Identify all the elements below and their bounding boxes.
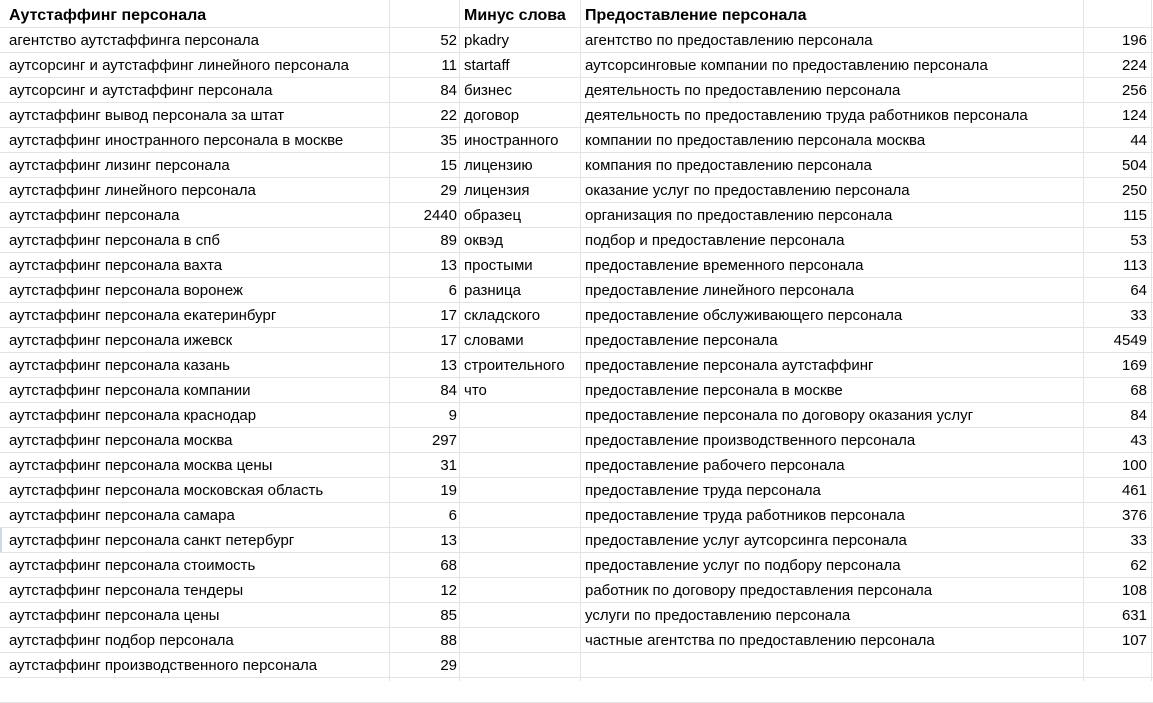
keyword-cell[interactable]: предоставление линейного персонала xyxy=(585,282,854,299)
minus-word-cell[interactable] xyxy=(464,603,580,628)
count-cell[interactable]: 17 xyxy=(440,307,457,324)
keyword-cell[interactable]: аутстаффинг персонала xyxy=(9,207,180,224)
minus-word-cell[interactable] xyxy=(464,628,580,653)
keyword-cell[interactable]: агентство по предоставлению персонала xyxy=(585,32,873,49)
count-cell[interactable]: 6 xyxy=(448,507,457,524)
keyword-cell[interactable]: аутсорсинг и аутстаффинг персонала xyxy=(9,82,273,99)
keyword-cell[interactable]: аутсорсинг и аутстаффинг линейного персонала xyxy=(9,57,349,74)
keyword-cell[interactable]: предоставление труда персонала xyxy=(585,482,821,499)
count-cell[interactable]: 631 xyxy=(1121,607,1147,624)
table-row xyxy=(0,153,1153,178)
keyword-cell[interactable]: аутстаффинг иностранного персонала в москве xyxy=(9,132,344,149)
keyword-cell[interactable]: аутстаффинг персонала санкт петербург xyxy=(9,532,295,549)
minus-word-cell[interactable]: лицензию xyxy=(464,157,533,174)
keyword-cell[interactable]: аутстаффинг вывод персонала за штат xyxy=(9,107,285,124)
minus-word-cell[interactable]: startaff xyxy=(464,57,510,74)
keyword-cell[interactable]: предоставление рабочего персонала xyxy=(585,457,845,474)
table-row xyxy=(0,278,1153,303)
keyword-cell[interactable]: организация по предоставлению персонала xyxy=(585,207,893,224)
minus-word-cell[interactable]: бизнес xyxy=(464,82,512,99)
count-cell[interactable]: 84 xyxy=(440,82,457,99)
count-cell[interactable]: 6 xyxy=(448,282,457,299)
keyword-cell[interactable]: аутстаффинг персонала цены xyxy=(9,607,220,624)
count-cell[interactable]: 35 xyxy=(440,132,457,149)
keyword-cell[interactable]: аутстаффинг производственного персонала xyxy=(9,657,318,674)
count-cell[interactable]: 256 xyxy=(1121,82,1147,99)
count-cell[interactable]: 33 xyxy=(1130,532,1147,549)
table-row xyxy=(0,528,1153,553)
minus-word-cell[interactable] xyxy=(464,428,580,453)
header-provision[interactable]: Предоставление персонала xyxy=(585,7,807,24)
count-cell[interactable]: 31 xyxy=(440,457,457,474)
minus-word-cell[interactable]: что xyxy=(464,382,487,399)
table-row xyxy=(0,253,1153,278)
table-row xyxy=(0,228,1153,253)
header-row xyxy=(0,3,1153,28)
keyword-cell[interactable]: агентство аутстаффинга персонала xyxy=(9,32,259,49)
table-row xyxy=(0,628,1153,653)
table-row xyxy=(0,78,1153,103)
count-cell[interactable]: 297 xyxy=(431,432,457,449)
keyword-cell[interactable]: аутстаффинг персонала воронеж xyxy=(9,282,243,299)
table-row xyxy=(0,428,1153,453)
keyword-cell[interactable]: аутстаффинг персонала москва xyxy=(9,432,233,449)
table-row xyxy=(0,128,1153,153)
table-row xyxy=(0,403,1153,428)
count-cell[interactable]: 2440 xyxy=(423,207,457,224)
count-cell[interactable]: 43 xyxy=(1130,432,1147,449)
minus-word-cell[interactable]: строительного xyxy=(464,357,565,374)
minus-word-cell[interactable]: складского xyxy=(464,307,541,324)
keyword-cell[interactable]: предоставление труда работников персонала xyxy=(585,507,905,524)
count-cell[interactable]: 53 xyxy=(1130,232,1147,249)
keyword-cell[interactable]: аутстаффинг персонала ижевск xyxy=(9,332,233,349)
count-cell[interactable]: 68 xyxy=(1130,382,1147,399)
count-cell[interactable]: 113 xyxy=(1123,257,1147,274)
keyword-cell[interactable]: аутсорсинговые компании по предоставлению персонала xyxy=(585,57,988,74)
keyword-cell[interactable]: предоставление услуг аутсорсинга персонала xyxy=(585,532,907,549)
minus-word-cell[interactable]: иностранного xyxy=(464,132,559,149)
minus-word-cell[interactable]: лицензия xyxy=(464,182,530,199)
count-cell[interactable]: 88 xyxy=(440,632,457,649)
keyword-cell[interactable]: аутстаффинг персонала тендеры xyxy=(9,582,244,599)
minus-word-cell[interactable]: простыми xyxy=(464,257,533,274)
header-minus-words[interactable]: Минус слова xyxy=(464,7,566,24)
count-cell[interactable]: 124 xyxy=(1121,107,1147,124)
table-row xyxy=(0,578,1153,603)
count-cell[interactable]: 376 xyxy=(1121,507,1147,524)
keyword-cell[interactable]: аутстаффинг персонала московская область xyxy=(9,482,324,499)
minus-word-cell[interactable] xyxy=(464,578,580,603)
header-empty-cell[interactable] xyxy=(1084,3,1147,28)
count-cell[interactable]: 196 xyxy=(1121,32,1147,49)
header-outstaffing[interactable]: Аутстаффинг персонала xyxy=(9,7,207,24)
minus-word-cell[interactable]: оквэд xyxy=(464,232,503,249)
table-row xyxy=(0,53,1153,78)
count-cell[interactable]: 52 xyxy=(440,32,457,49)
keyword-cell[interactable]: аутстаффинг персонала екатеринбург xyxy=(9,307,277,324)
keyword-cell[interactable]: аутстаффинг подбор персонала xyxy=(9,632,234,649)
minus-word-cell[interactable] xyxy=(464,403,580,428)
count-cell[interactable] xyxy=(1084,653,1147,678)
keyword-cell[interactable]: предоставление временного персонала xyxy=(585,257,864,274)
count-cell[interactable]: 4549 xyxy=(1113,332,1147,349)
keyword-cell[interactable]: компании по предоставлению персонала москва xyxy=(585,132,926,149)
keyword-cell[interactable]: аутстаффинг лизинг персонала xyxy=(9,157,230,174)
minus-word-cell[interactable] xyxy=(464,478,580,503)
table-row xyxy=(0,603,1153,628)
keyword-cell[interactable] xyxy=(585,653,1082,678)
keyword-cell[interactable]: деятельность по предоставлению труда работников персонала xyxy=(585,107,1028,124)
keyword-cell[interactable]: аутстаффинг персонала стоимость xyxy=(9,557,256,574)
table-row xyxy=(0,303,1153,328)
keyword-cell[interactable]: работник по договору предоставления персонала xyxy=(585,582,933,599)
minus-word-cell[interactable] xyxy=(464,653,580,678)
table-row xyxy=(0,553,1153,578)
table-row xyxy=(0,178,1153,203)
keyword-cell[interactable]: частные агентства по предоставлению персонала xyxy=(585,632,935,649)
minus-word-cell[interactable]: словами xyxy=(464,332,524,349)
count-cell[interactable]: 100 xyxy=(1121,457,1147,474)
table-row xyxy=(0,328,1153,353)
table-row xyxy=(0,503,1153,528)
count-cell[interactable]: 17 xyxy=(440,332,457,349)
count-cell[interactable]: 84 xyxy=(440,382,457,399)
count-cell[interactable]: 89 xyxy=(440,232,457,249)
table-row xyxy=(0,353,1153,378)
count-cell[interactable]: 13 xyxy=(440,257,457,274)
count-cell[interactable]: 29 xyxy=(440,182,457,199)
count-cell[interactable]: 169 xyxy=(1121,357,1147,374)
keyword-cell[interactable]: предоставление персонала аутстаффинг xyxy=(585,357,874,374)
keyword-cell[interactable]: деятельность по предоставлению персонала xyxy=(585,82,901,99)
count-cell[interactable]: 250 xyxy=(1121,182,1147,199)
keyword-cell[interactable]: аутстаффинг персонала казань xyxy=(9,357,230,374)
keyword-cell[interactable]: предоставление персонала xyxy=(585,332,778,349)
table-row xyxy=(0,453,1153,478)
keyword-cell[interactable]: аутстаффинг персонала самара xyxy=(9,507,235,524)
minus-word-cell[interactable] xyxy=(464,453,580,478)
keyword-cell[interactable]: услуги по предоставлению персонала xyxy=(585,607,851,624)
count-cell[interactable]: 62 xyxy=(1130,557,1147,574)
keyword-cell[interactable]: предоставление производственного персонала xyxy=(585,432,916,449)
count-cell[interactable]: 29 xyxy=(440,657,457,674)
keyword-cell[interactable]: предоставление обслуживающего персонала xyxy=(585,307,903,324)
keyword-cell[interactable]: аутстаффинг персонала москва цены xyxy=(9,457,273,474)
count-cell[interactable]: 85 xyxy=(440,607,457,624)
keyword-cell[interactable]: предоставление персонала по договору оказания услуг xyxy=(585,407,974,424)
count-cell[interactable]: 108 xyxy=(1121,582,1147,599)
keyword-cell[interactable]: компания по предоставлению персонала xyxy=(585,157,872,174)
count-cell[interactable]: 22 xyxy=(440,107,457,124)
minus-word-cell[interactable] xyxy=(464,503,580,528)
count-cell[interactable]: 64 xyxy=(1130,282,1147,299)
header-empty-cell[interactable] xyxy=(390,3,457,28)
count-cell[interactable]: 461 xyxy=(1121,482,1147,499)
count-cell[interactable]: 13 xyxy=(440,357,457,374)
minus-word-cell[interactable]: pkadry xyxy=(464,32,510,49)
count-cell[interactable]: 68 xyxy=(440,557,457,574)
count-cell[interactable]: 12 xyxy=(440,582,457,599)
keyword-cell[interactable]: аутстаффинг персонала краснодар xyxy=(9,407,257,424)
table-row xyxy=(0,28,1153,53)
count-cell[interactable]: 15 xyxy=(440,157,457,174)
minus-word-cell[interactable]: образец xyxy=(464,207,522,224)
minus-word-cell[interactable] xyxy=(464,528,580,553)
count-cell[interactable]: 19 xyxy=(440,482,457,499)
table-row xyxy=(0,378,1153,403)
count-cell[interactable]: 224 xyxy=(1121,57,1147,74)
table-row xyxy=(0,653,1153,678)
table-row xyxy=(0,103,1153,128)
minus-word-cell[interactable]: разница xyxy=(464,282,521,299)
keyword-cell[interactable]: аутстаффинг персонала компании xyxy=(9,382,251,399)
count-cell[interactable]: 9 xyxy=(448,407,457,424)
keyword-cell[interactable]: оказание услуг по предоставлению персонала xyxy=(585,182,910,199)
count-cell[interactable]: 115 xyxy=(1123,207,1147,224)
keyword-cell[interactable]: аутстаффинг персонала вахта xyxy=(9,257,223,274)
keyword-cell[interactable]: предоставление персонала в москве xyxy=(585,382,843,399)
count-cell[interactable]: 33 xyxy=(1130,307,1147,324)
count-cell[interactable]: 107 xyxy=(1121,632,1147,649)
keyword-cell[interactable]: аутстаффинг линейного персонала xyxy=(9,182,256,199)
table-row xyxy=(0,478,1153,503)
count-cell[interactable]: 84 xyxy=(1130,407,1147,424)
minus-word-cell[interactable] xyxy=(464,553,580,578)
keyword-cell[interactable]: аутстаффинг персонала в спб xyxy=(9,232,220,249)
count-cell[interactable]: 504 xyxy=(1121,157,1147,174)
count-cell[interactable]: 11 xyxy=(441,57,457,74)
keyword-cell[interactable]: подбор и предоставление персонала xyxy=(585,232,845,249)
minus-word-cell[interactable]: договор xyxy=(464,107,520,124)
table-row xyxy=(0,203,1153,228)
count-cell[interactable]: 13 xyxy=(440,532,457,549)
count-cell[interactable]: 44 xyxy=(1130,132,1147,149)
keyword-cell[interactable]: предоставление услуг по подбору персонала xyxy=(585,557,901,574)
